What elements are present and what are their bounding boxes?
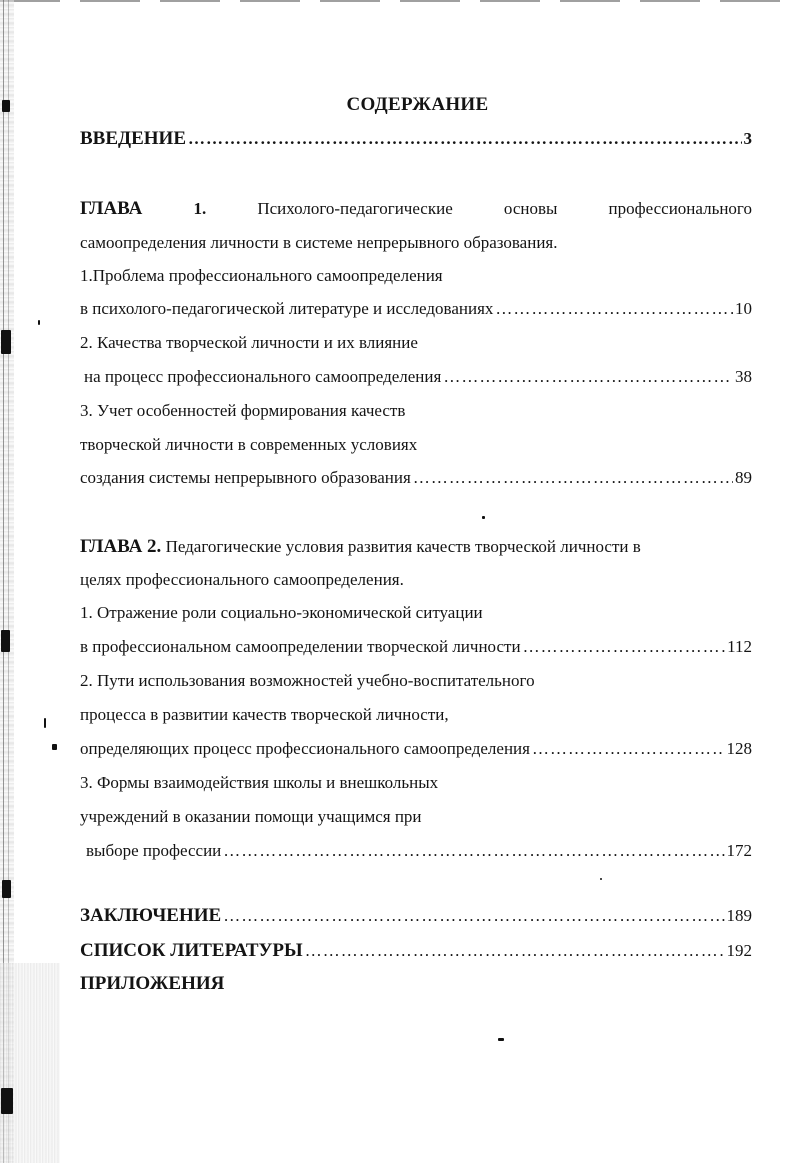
scan-speck xyxy=(2,880,11,898)
toc-entry-1-3 xyxy=(80,467,752,489)
toc-page-number: 192 xyxy=(726,941,752,960)
toc-item-line: процесса в развитии качеств творческой личности, xyxy=(80,705,449,724)
toc-item-line: 1. Отражение роли социально-экономической ситуации xyxy=(80,603,483,622)
chapter-2-heading-continuation: целях профессионального самоопределения. xyxy=(80,570,404,589)
toc-entry-1-2 xyxy=(80,366,752,388)
toc-entry-label: создания системы непрерывного образования xyxy=(80,468,411,487)
toc-entry-label: выборе профессии xyxy=(86,841,222,860)
toc-entry-label: в психолого-педагогической литературе и исследованиях xyxy=(80,299,494,318)
toc-item-line: 2. Пути использования возможностей учебно-воспитательного xyxy=(80,671,535,690)
toc-item-line: 3. Учет особенностей формирования качеств xyxy=(80,401,406,420)
chapter-heading-word: Психолого-педагогические xyxy=(257,199,453,218)
chapter-heading-word: 1. xyxy=(193,199,207,218)
toc-entry-introduction xyxy=(80,128,752,150)
toc-page-number: 128 xyxy=(726,739,752,758)
chapter-heading-label: ГЛАВА 2. xyxy=(80,536,162,557)
toc-leader xyxy=(495,298,733,320)
scan-speck xyxy=(52,744,57,750)
chapter-heading-word: профессионального xyxy=(608,199,752,218)
toc-leader xyxy=(223,905,724,927)
toc-item-line: 1.Проблема профессионального самоопределения xyxy=(80,266,443,285)
toc-entry-appendices: ПРИЛОЖЕНИЯ xyxy=(80,973,225,994)
toc-leader xyxy=(443,366,733,388)
toc-page-number: 112 xyxy=(727,637,752,656)
toc-entry-2-1 xyxy=(80,636,752,658)
scan-speck xyxy=(38,320,40,325)
chapter-1-heading-continuation: самоопределения личности в системе непрерывного образования. xyxy=(80,233,558,252)
scan-speck xyxy=(1,630,10,652)
scan-speck xyxy=(1,1088,13,1114)
scan-speck xyxy=(482,516,485,519)
toc-entry-label: ЗАКЛЮЧЕНИЕ xyxy=(80,905,222,926)
toc-entry-label: на процесс профессионального самоопределения xyxy=(84,367,442,386)
toc-leader xyxy=(532,738,725,760)
toc-entry-label: в профессиональном самоопределении творческой личности xyxy=(80,637,521,656)
toc-leader xyxy=(523,636,726,658)
chapter-heading-word: основы xyxy=(503,199,558,218)
chapter-heading-text: Педагогические условия развития качеств творческой личности в xyxy=(165,537,641,556)
chapter-1-heading xyxy=(80,198,752,220)
toc-item-line: творческой личности в современных условиях xyxy=(80,435,418,454)
toc-entry-2-3 xyxy=(80,840,752,862)
scan-noise xyxy=(0,963,60,1163)
toc-item-line: учреждений в оказании помощи учащимся при xyxy=(80,807,422,826)
toc-entry-1-1 xyxy=(80,298,752,320)
page-title: СОДЕРЖАНИЕ xyxy=(346,94,489,115)
chapter-heading-word: ГЛАВА xyxy=(80,198,143,219)
toc-entry-references xyxy=(80,940,752,962)
toc-entry-label: СПИСОК ЛИТЕРАТУРЫ xyxy=(80,940,303,961)
scan-speck xyxy=(600,878,602,880)
toc-page-number: 189 xyxy=(726,906,752,925)
toc-item-line: 3. Формы взаимодействия школы и внешкольных xyxy=(80,773,439,792)
toc-page-number: 172 xyxy=(726,841,752,860)
chapter-2-heading xyxy=(80,536,752,558)
scan-speck xyxy=(1,330,11,354)
scan-top-edge xyxy=(0,0,797,2)
scan-speck xyxy=(498,1038,504,1041)
scan-speck xyxy=(44,718,46,728)
toc-item-line: 2. Качества творческой личности и их влияние xyxy=(80,333,418,352)
toc-entry-2-2 xyxy=(80,738,752,760)
toc-page-number: 89 xyxy=(735,468,752,487)
toc-page-number: 10 xyxy=(735,299,752,318)
toc-page-number: 3 xyxy=(743,129,752,148)
toc-entry-label: определяющих процесс профессионального самоопределения xyxy=(80,739,530,758)
toc-leader xyxy=(188,128,742,150)
toc-leader xyxy=(413,467,733,489)
toc-entry-conclusion xyxy=(80,905,752,927)
toc-entry-label: ВВЕДЕНИЕ xyxy=(80,128,186,149)
toc-leader xyxy=(223,840,724,862)
toc-page-number: 38 xyxy=(735,367,752,386)
toc-leader xyxy=(305,940,725,962)
